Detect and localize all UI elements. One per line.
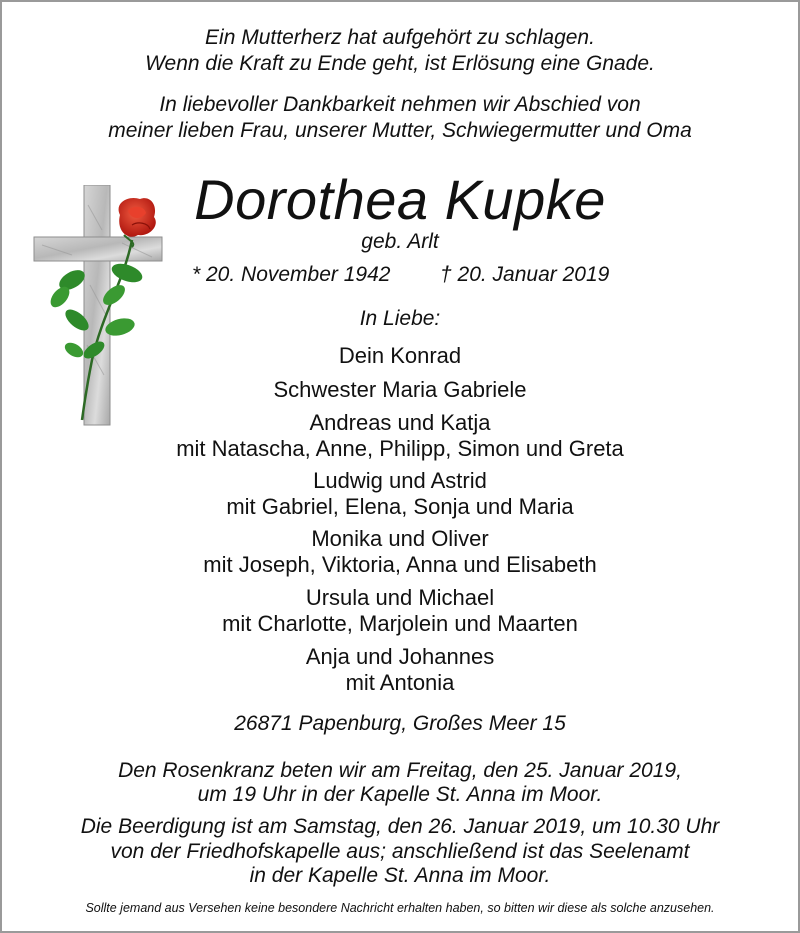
mourner-line: Anja und Johannes bbox=[305, 644, 495, 669]
mourner-line: mit Natascha, Anne, Philipp, Simon und Greta bbox=[176, 436, 624, 461]
mourner-line: Ursula und Michael bbox=[305, 585, 495, 610]
mourner-line: mit Gabriel, Elena, Sonja und Maria bbox=[226, 494, 574, 519]
birth-date: * 20. November 1942 bbox=[192, 263, 391, 286]
funeral-line-2: von der Friedhofskapelle aus; anschließend ist das Seelenamt bbox=[110, 840, 690, 863]
intro-line-4: meiner lieben Frau, unserer Mutter, Schwiegermutter und Oma bbox=[108, 119, 692, 142]
mourner-line: Ludwig und Astrid bbox=[313, 468, 487, 493]
maiden-name: geb. Arlt bbox=[361, 230, 439, 253]
mourner-line: Andreas und Katja bbox=[309, 410, 491, 435]
mourner-line: mit Antonia bbox=[345, 670, 455, 695]
mourner-line: Monika und Oliver bbox=[311, 526, 489, 551]
mourner-line: Dein Konrad bbox=[338, 343, 462, 368]
death-date: † 20. Januar 2019 bbox=[440, 263, 610, 286]
funeral-line-3: in der Kapelle St. Anna im Moor. bbox=[249, 864, 551, 887]
mourner-line: mit Joseph, Viktoria, Anna und Elisabeth bbox=[203, 552, 597, 577]
funeral-line-1: Die Beerdigung ist am Samstag, den 26. Januar 2019, um 10.30 Uhr bbox=[80, 815, 720, 838]
rosary-line-2: um 19 Uhr in der Kapelle St. Anna im Moor. bbox=[197, 783, 603, 806]
life-dates bbox=[2, 263, 798, 291]
mourner-line: Schwester Maria Gabriele bbox=[273, 377, 527, 402]
deceased-name: Dorothea Kupke bbox=[194, 168, 606, 231]
rosary-line-1: Den Rosenkranz beten wir am Freitag, den 25. Januar 2019, bbox=[118, 759, 682, 782]
intro-line-3: In liebevoller Dankbarkeit nehmen wir Abschied von bbox=[159, 93, 641, 116]
intro-line-1: Ein Mutterherz hat aufgehört zu schlagen. bbox=[205, 26, 595, 49]
intro-line-2: Wenn die Kraft zu Ende geht, ist Erlösung eine Gnade. bbox=[145, 52, 655, 75]
mourners-heading: In Liebe: bbox=[359, 307, 441, 330]
footnote: Sollte jemand aus Versehen keine besondere Nachricht erhalten haben, so bitten wir diese als solche anzusehen. bbox=[85, 901, 715, 915]
mourner-line: mit Charlotte, Marjolein und Maarten bbox=[222, 611, 578, 636]
address: 26871 Papenburg, Großes Meer 15 bbox=[234, 712, 566, 735]
